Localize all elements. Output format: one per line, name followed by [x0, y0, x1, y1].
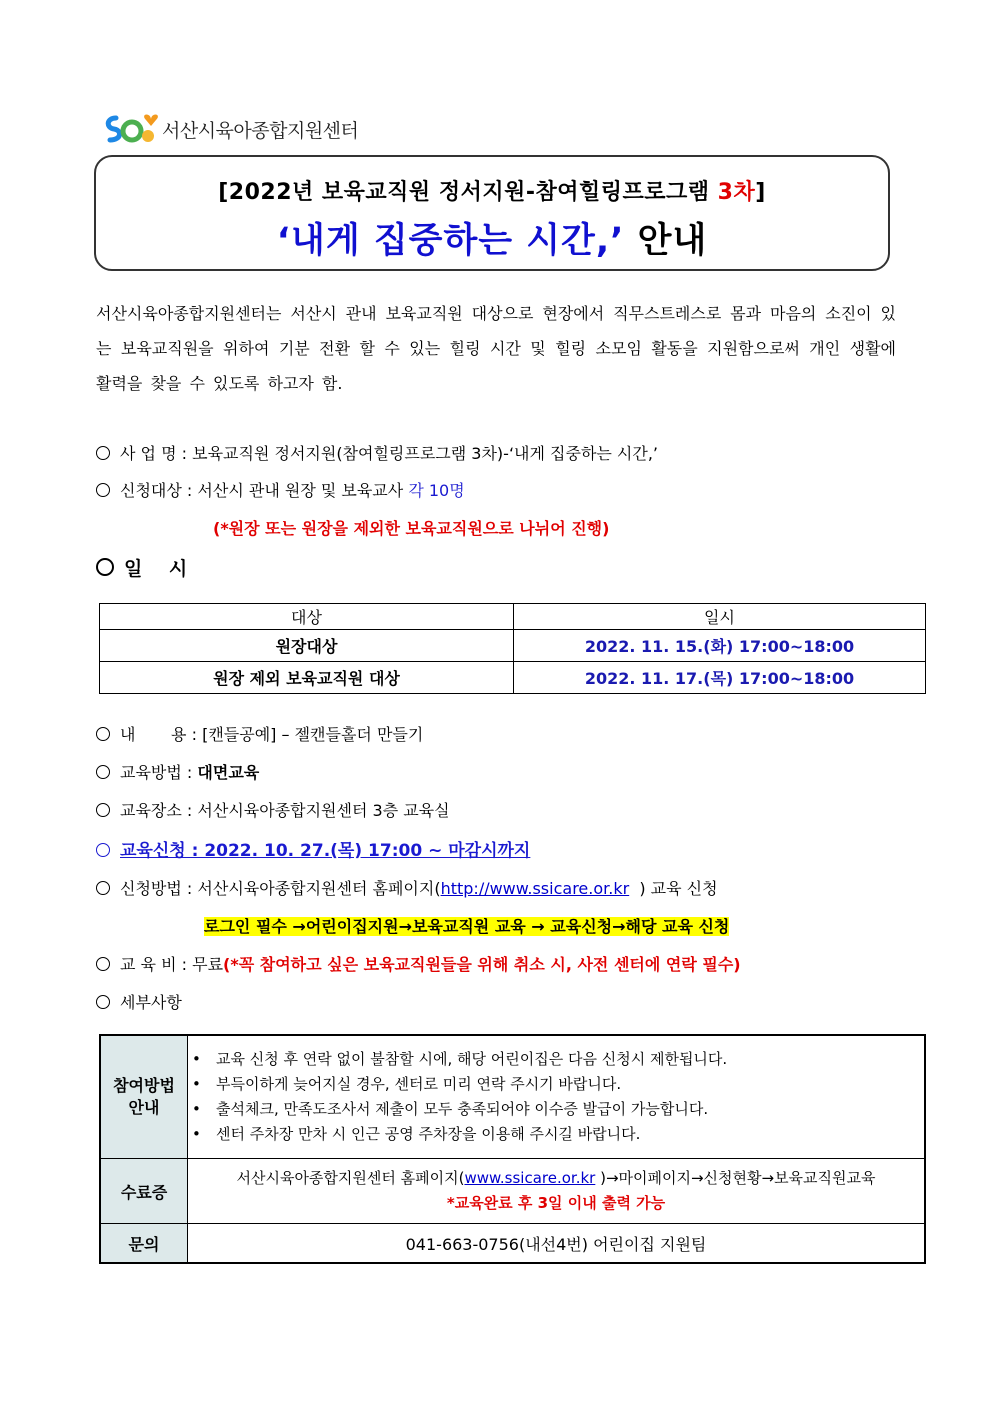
row-datetime: 2022. 11. 15.(화) 17:00~18:00 [514, 630, 926, 662]
circle-bullet-icon [96, 483, 110, 497]
program-name: ‘내게 집중하는 시간,’ [276, 221, 625, 261]
center-logo [102, 112, 358, 146]
item-target [96, 478, 465, 501]
details-table [99, 1034, 926, 1264]
item-value: [캔들공예] – 젤캔들홀더 만들기 [202, 725, 424, 744]
center-logo-icon [102, 112, 160, 146]
circle-bullet-icon [96, 446, 110, 460]
item-value: 대면교육 [197, 763, 260, 782]
item-apply-period [96, 836, 530, 861]
inquiry-value: 041-663-0756(내선4번) 어린이집 지원팀 [188, 1224, 926, 1264]
item-value: 무료 [192, 955, 224, 974]
item-content [96, 722, 423, 745]
table-row [100, 662, 926, 694]
item-apply-method [96, 876, 718, 899]
target-count: 각 10명 [408, 481, 465, 500]
list-item: • 부득이하게 늦어지실 경우, 센터로 미리 연락 주시기 바랍니다. [188, 1072, 924, 1097]
item-fee [96, 952, 741, 975]
list-item: • 출석체크, 만족도조사서 제출이 모두 충족되어야 이수증 발급이 가능합니다. [188, 1097, 924, 1122]
participation-label-line1: 참여방법 [113, 1076, 175, 1095]
certificate-label: 수료증 [100, 1159, 188, 1224]
header-target: 대상 [100, 604, 514, 630]
item-schedule [96, 554, 187, 581]
title-line2 [96, 213, 888, 263]
participation-row [100, 1035, 925, 1159]
schedule-table [99, 603, 926, 694]
item-value-suffix: ) 교육 신청 [629, 879, 718, 898]
item-label: 교육방법 : [120, 763, 193, 782]
title-line1-text: [2022년 보육교직원 정서지원-참여힐링프로그램 [218, 180, 718, 205]
circle-bullet-icon [96, 881, 110, 895]
item-method [96, 760, 259, 783]
item-value: 서산시 관내 원장 및 보육교사 [197, 481, 404, 500]
participation-list [188, 1037, 924, 1157]
row-target: 원장대상 [100, 630, 514, 662]
certificate-row [100, 1159, 925, 1224]
item-label: 신청대상 : [120, 481, 193, 500]
item-place [96, 798, 450, 821]
circle-bullet-icon [96, 843, 110, 857]
circle-bullet-icon [96, 558, 114, 576]
inquiry-row [100, 1224, 925, 1264]
item-value: 서산시육아종합지원센터 홈페이지( [197, 879, 441, 898]
intro-paragraph: 서산시육아종합지원센터는 서산시 관내 보육교직원 대상으로 현장에서 직무스트레스로 몸과 마음의 소진이 있는 보육교직원을 위하여 기분 전환 할 수 있는 힐링 시간 및 힐링 소모임 활동을 지원함으로써 개인 생활에 활력을 찾을 수 있도록 하고자 함. [96, 304, 896, 393]
row-datetime: 2022. 11. 17.(목) 17:00~18:00 [514, 662, 926, 694]
certificate-note: *교육완료 후 3일 이내 출력 가능 [446, 1194, 666, 1212]
table-row [100, 630, 926, 662]
item-project [96, 441, 658, 464]
participation-label [100, 1035, 188, 1159]
fee-note: (*꼭 참여하고 싶은 보육교직원들을 위해 취소 시, 사전 센터에 연락 필수) [223, 955, 741, 974]
circle-bullet-icon [96, 803, 110, 817]
target-note: (*원장 또는 원장을 제외한 보육교직원으로 나뉘어 진행) [213, 519, 610, 538]
circle-bullet-icon [96, 957, 110, 971]
circle-bullet-icon [96, 765, 110, 779]
login-path-text: 로그인 필수 →어린이집지원→보육교직원 교육 → 교육신청→해당 교육 신청 [204, 917, 730, 936]
title-line2-suffix: 안내 [624, 221, 708, 261]
item-label: 신청방법 : [120, 879, 193, 898]
details-label: 세부사항 [120, 993, 182, 1012]
certificate-homepage-link[interactable]: www.ssicare.or.kr [464, 1169, 596, 1187]
table-header-row [100, 604, 926, 630]
certificate-path: )→마이페이지→신청현황→보육교직원교육 [595, 1169, 876, 1187]
inquiry-label: 문의 [100, 1224, 188, 1264]
item-label: 교 육 비 : [120, 955, 188, 974]
circle-bullet-icon [96, 995, 110, 1009]
list-item: • 교육 신청 후 연락 없이 불참할 시에, 해당 어린이집은 다음 신청시 제한됩니다. [188, 1047, 924, 1072]
item-details [96, 990, 182, 1013]
circle-bullet-icon [96, 727, 110, 741]
list-item: • 센터 주차장 만차 시 인근 공영 주차장을 이용해 주시길 바랍니다. [188, 1122, 924, 1147]
login-path [204, 914, 729, 937]
schedule-label: 일 시 [124, 558, 188, 580]
title-line1-close: ] [755, 180, 766, 205]
title-line1 [96, 175, 888, 206]
item-label: 내 용 : [120, 725, 197, 744]
title-box [94, 155, 890, 271]
certificate-content [188, 1159, 926, 1224]
item-label: 사 업 명 : [120, 444, 188, 463]
logo-text: 서산시육아종합지원센터 [162, 119, 359, 142]
item-value: 보육교직원 정서지원(참여힐링프로그램 3차)-‘내게 집중하는 시간,’ [192, 444, 659, 463]
participation-label-line2: 안내 [128, 1098, 160, 1117]
row-target: 원장 제외 보육교직원 대상 [100, 662, 514, 694]
homepage-link[interactable]: http://www.ssicare.or.kr [440, 879, 630, 898]
certificate-line1 [188, 1166, 924, 1191]
item-value: 서산시육아종합지원센터 3층 교육실 [197, 801, 450, 820]
certificate-text: 서산시육아종합지원센터 홈페이지( [236, 1169, 465, 1187]
item-label: 교육장소 : [120, 801, 193, 820]
apply-period-text: 교육신청 : 2022. 10. 27.(목) 17:00 ~ 마감시까지 [120, 841, 531, 861]
header-datetime: 일시 [514, 604, 926, 630]
participation-content [188, 1035, 926, 1159]
title-round: 3차 [717, 180, 756, 205]
